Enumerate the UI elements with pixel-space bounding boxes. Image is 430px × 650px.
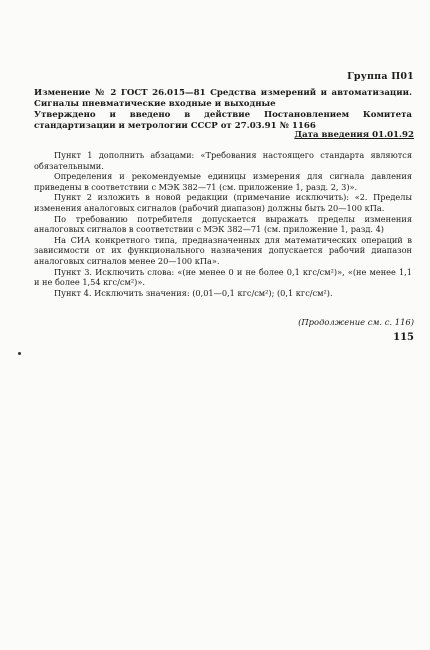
paragraph: Определения и рекомендуемые единицы измерения для сигнала давления приведены в соответствии с МЭК 382—71 (см. приложение 1, разд. 2, 3)». bbox=[34, 171, 412, 192]
amendment-title: Изменение № 2 ГОСТ 26.015—81 Средства измерений и автоматизации. Сигналы пневматические входные и выходные bbox=[34, 88, 412, 109]
paragraph: Пункт 4. Исключить значения: (0,01—0,1 кгс/см²); (0,1 кгс/см²). bbox=[54, 287, 333, 298]
group-label: Группа П01 bbox=[347, 71, 414, 82]
amendment-body bbox=[34, 150, 412, 298]
paragraph: Пункт 1 дополнить абзацами: «Требования настоящего стандарта являются обязательными. bbox=[34, 150, 412, 171]
scan-speck bbox=[18, 352, 21, 355]
paragraph: По требованию потребителя допускается выражать пределы изменения аналоговых сигналов в соответствии с МЭК 382—71 (см. приложение 1, разд. 4) bbox=[34, 213, 412, 235]
paragraph: Пункт 2 изложить в новой редакции (примечание исключить): «2. Пределы изменения аналоговых сигналов (рабочий диапазон) должны быть 20—100 кПа. bbox=[34, 192, 412, 213]
continuation-note: (Продолжение см. с. 116) bbox=[298, 317, 414, 327]
page-number: 115 bbox=[393, 332, 414, 343]
paragraph: Пункт 3. Исключить слова: «(не менее 0 и не более 0,1 кгс/см²)», «(не менее 1,1 и не более 1,54 кгс/см²)». bbox=[34, 266, 412, 288]
approval-statement: Утверждено и введено в действие Постановлением Комитета стандартизации и метрологии СССР от 27.03.91 № 1166 bbox=[34, 110, 412, 131]
paragraph: На СИА конкретного типа, предназначенных для математических операций в зависимости от их функционального назначения допускается рабочий диапазон аналоговых сигналов менее 20—100 кПа». bbox=[34, 234, 412, 266]
effective-date: Дата введения 01.01.92 bbox=[294, 130, 414, 140]
